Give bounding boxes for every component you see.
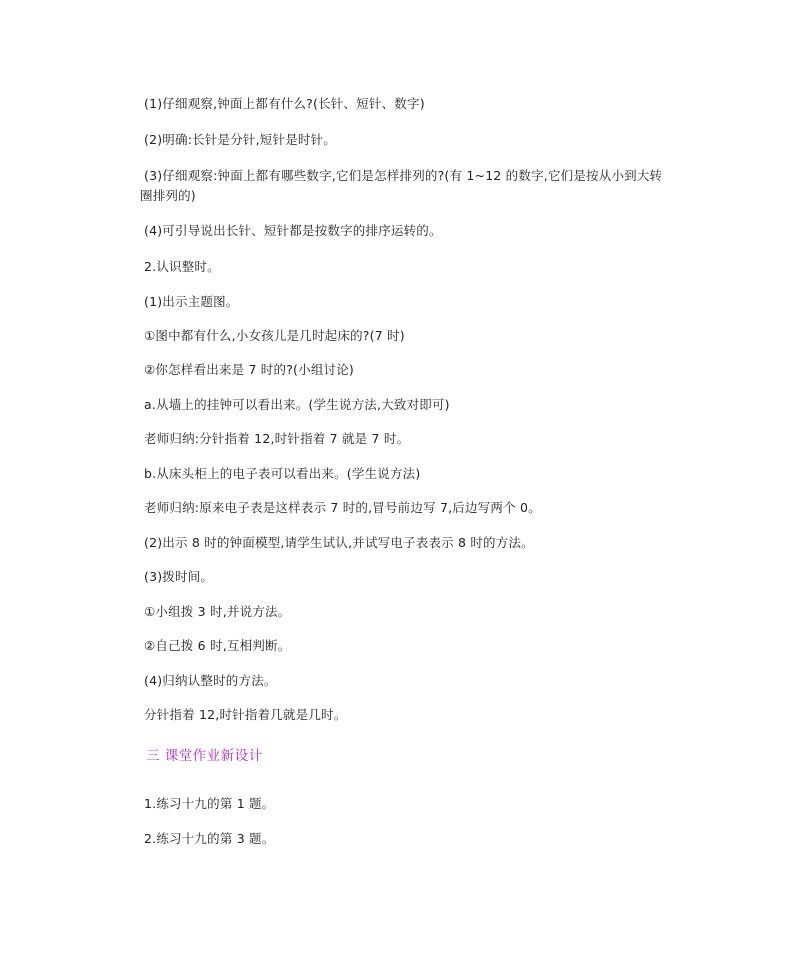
paragraph-line: ②你怎样看出来是 7 时的?(小组讨论) bbox=[144, 362, 354, 377]
section-heading: 三 课堂作业新设计 bbox=[146, 748, 263, 764]
paragraph-line: (3)拨时间。 bbox=[144, 569, 214, 584]
paragraph-line: (4)归纳认整时的方法。 bbox=[144, 673, 277, 688]
paragraph-line: ②自己拨 6 时,互相判断。 bbox=[144, 638, 291, 653]
paragraph-line: (4)可引导说出长针、短针都是按数字的排序运转的。 bbox=[144, 223, 442, 238]
paragraph-line: 老师归纳:原来电子表是这样表示 7 时的,冒号前边写 7,后边写两个 0。 bbox=[144, 500, 541, 515]
paragraph-line: (3)仔细观察:钟面上都有哪些数字,它们是怎样排列的?(有 1~12 的数字,它们是按从小到大转 bbox=[144, 168, 663, 183]
paragraph-line: 圈排列的) bbox=[140, 188, 196, 203]
paragraph-line: ①图中都有什么,小女孩儿是几时起床的?(7 时) bbox=[144, 328, 405, 343]
paragraph-line: 分针指着 12,时针指着几就是几时。 bbox=[144, 707, 347, 722]
paragraph-line: ①小组拨 3 时,并说方法。 bbox=[144, 604, 291, 619]
paragraph-line: (2)明确:长针是分针,短针是时针。 bbox=[144, 132, 336, 147]
paragraph-line: (1)出示主题图。 bbox=[144, 294, 239, 309]
paragraph-line: a.从墙上的挂钟可以看出来。(学生说方法,大致对即可) bbox=[144, 397, 450, 412]
paragraph-line: (2)出示 8 时的钟面模型,请学生试认,并试写电子表表示 8 时的方法。 bbox=[144, 535, 534, 550]
paragraph-line: (1)仔细观察,钟面上都有什么?(长针、短针、数字) bbox=[144, 96, 425, 111]
homework-item: 2.练习十九的第 3 题。 bbox=[144, 831, 275, 846]
paragraph-line: b.从床头柜上的电子表可以看出来。(学生说方法) bbox=[144, 466, 421, 481]
homework-item: 1.练习十九的第 1 题。 bbox=[144, 796, 275, 811]
paragraph-line: 2.认识整时。 bbox=[144, 259, 220, 274]
paragraph-line: 老师归纳:分针指着 12,时针指着 7 就是 7 时。 bbox=[144, 431, 410, 446]
